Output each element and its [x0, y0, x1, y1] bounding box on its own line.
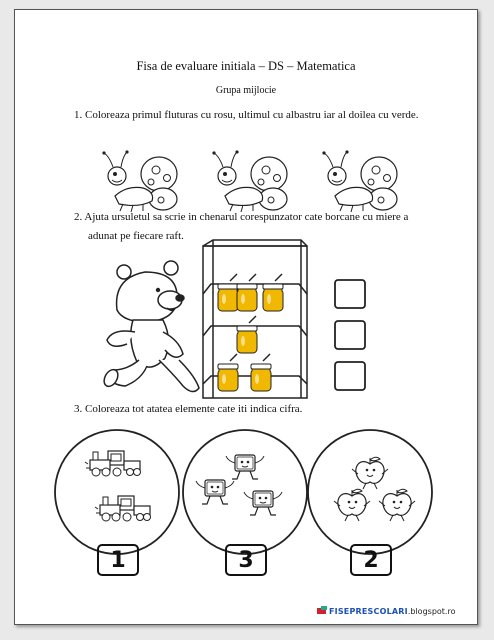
- question-2-line-2: adunat pe fiecare raft.: [88, 230, 184, 242]
- page-subtitle: Grupa mijlocie: [215, 85, 277, 96]
- footer-domain: .blogspot.ro: [407, 607, 456, 616]
- butterfly-2-icon: [212, 150, 287, 212]
- answer-box-shelf-3: [335, 362, 365, 390]
- honey-jar-icon: [251, 354, 271, 391]
- butterfly-1-icon: [102, 150, 177, 212]
- question-3: 3. Coloreaza tot atatea elemente cate iti indica cifra.: [74, 403, 303, 415]
- honey-jar-icon: [263, 274, 283, 311]
- count-circle-3: [308, 430, 432, 554]
- bear-icon: [101, 261, 199, 392]
- question-2-line-1: 2. Ajuta ursuletul sa scrie in chenarul corespunzator cate borcane cu miere a: [74, 211, 409, 223]
- honey-jar-icon: [218, 354, 238, 391]
- worksheet-page: [14, 9, 478, 625]
- honey-jar-icon: [237, 316, 257, 353]
- count-circle-1: [55, 430, 179, 554]
- worksheet-illustrations: [15, 10, 477, 624]
- footer-credit: [329, 607, 455, 616]
- butterfly-3-icon: [322, 150, 397, 212]
- answer-box-shelf-2: [335, 321, 365, 349]
- digit-box-3: 2: [350, 544, 392, 576]
- digit-box-2: 3: [225, 544, 267, 576]
- honey-jar-icon: [237, 274, 257, 311]
- honey-jar-icon: [218, 274, 238, 311]
- question-1: 1. Coloreaza primul fluturas cu rosu, ultimul cu albastru iar al doilea cu verde.: [74, 109, 419, 121]
- page-title: Fisa de evaluare initiala – DS – Matematica: [136, 59, 356, 73]
- footer-brand: FISEPRESCOLARI: [329, 607, 408, 616]
- answer-box-shelf-1: [335, 280, 365, 308]
- digit-box-1: 1: [97, 544, 139, 576]
- count-circle-2: [183, 430, 307, 554]
- logo-icon: [317, 606, 327, 614]
